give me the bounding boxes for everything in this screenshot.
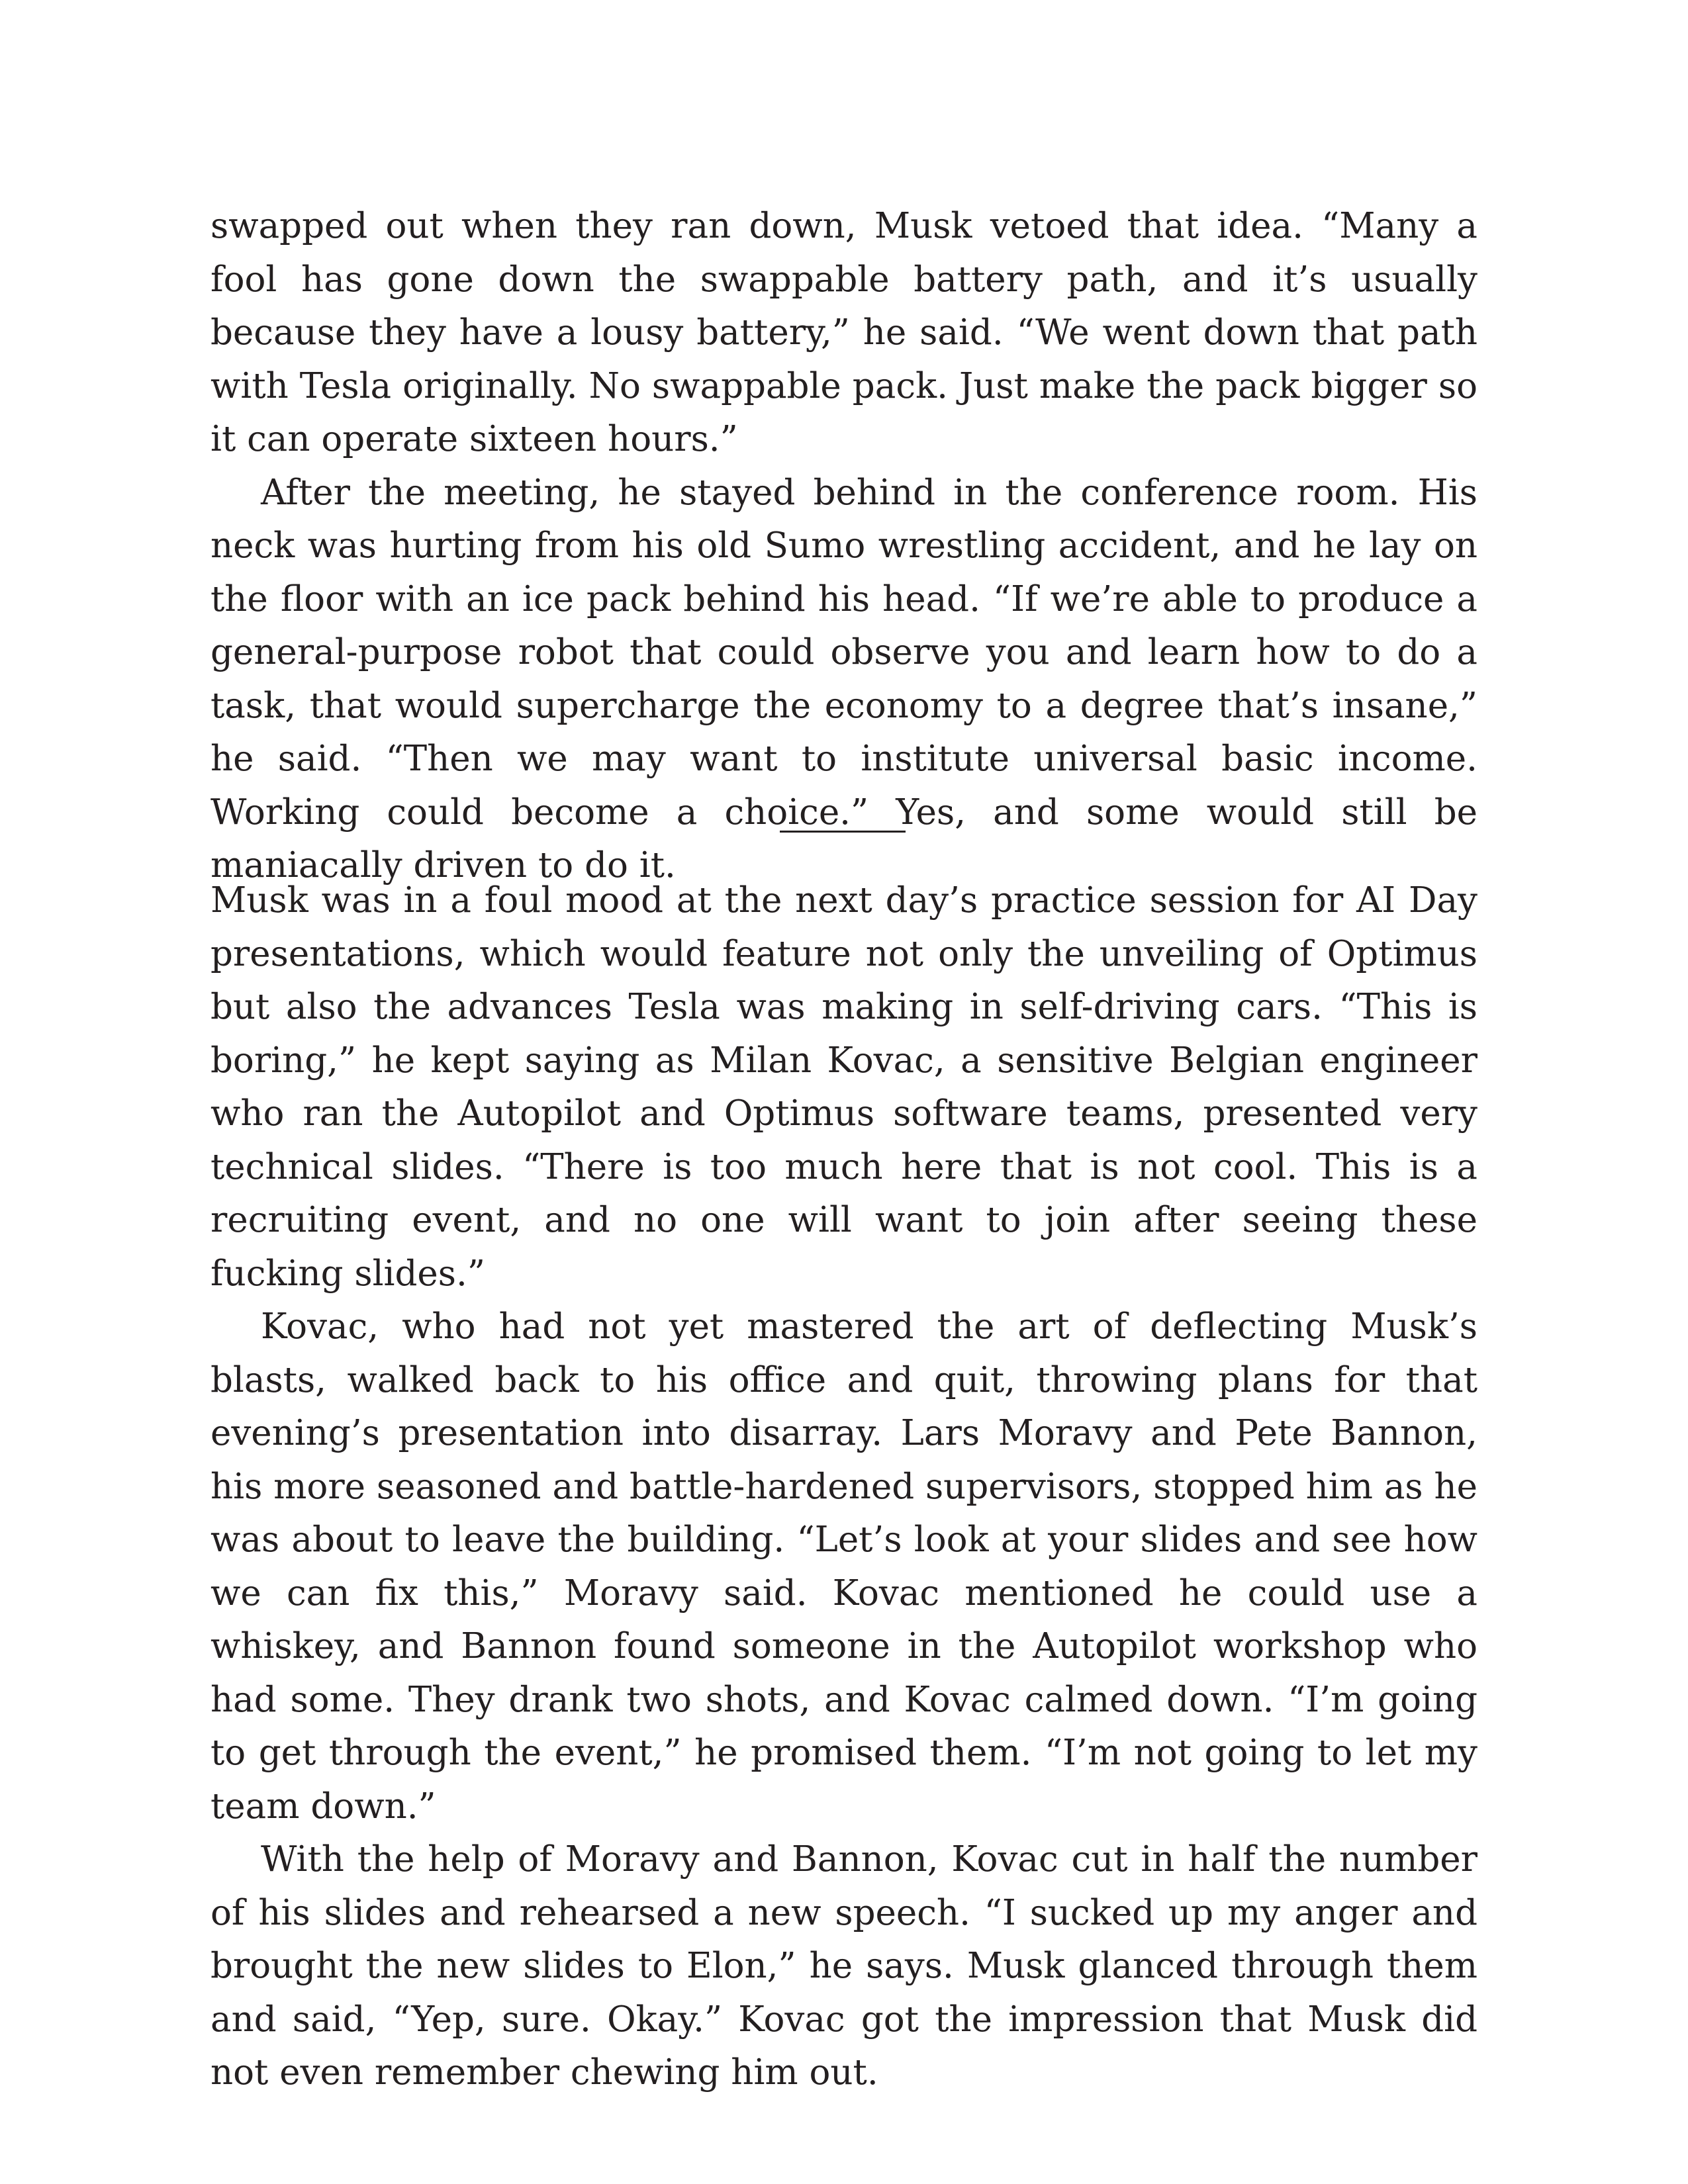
paragraph: Kovac, who had not yet mastered the art of deflecting Musk’s blasts, walked back to his office and quit, throwing plans for that evening’s presentation into disarray. Lars Moravy and Pete Bannon, his more seasoned and battle-hardened supervisors, stopped him as he was about to leave the building. “Let’s look at your slides and see how we can fix this,” Moravy said. Kovac mentioned he could use a whiskey, and Bannon found someone in the Autopilot workshop who had some. They drank two shots, and Kovac calmed down. “I’m going to get through the event,” he promised them. “I’m not going to let my team down.” <box>211 1306 1477 1827</box>
paragraph: With the help of Moravy and Bannon, Kovac cut in half the number of his slides and rehearsed a new speech. “I sucked up my anger and brought the new slides to Elon,” he says. Musk glanced through them and said, “Yep, sure. Okay.” Kovac got the impression that Musk did not even remember chewing him out. <box>211 1839 1477 2093</box>
section-2-text <box>211 874 1477 2100</box>
paragraph: swapped out when they ran down, Musk vetoed that idea. “Many a fool has gone down the swappable battery path, and it’s usually because they have a lousy battery,” he said. “We went down that path with Tesla originally. No swappable pack. Just make the pack bigger so it can operate sixteen hours.” <box>211 206 1477 459</box>
paragraph: After the meeting, he stayed behind in the conference room. His neck was hurting from his old Sumo wrestling accident, and he lay on the floor with an ice pack behind his head. “If we’re able to produce a general-purpose robot that could observe you and learn how to do a task, that would supercharge the economy to a degree that’s insane,” he said. “Then we may want to institute universal basic income. Working could become a choice.” Yes, and some would still be maniacally driven to do it. <box>211 472 1477 886</box>
section-1-text <box>211 200 1477 893</box>
paragraph: Musk was in a foul mood at the next day’s practice session for AI Day presentations, which would feature not only the unveiling of Optimus but also the advances Tesla was making in self-driving cars. “This is boring,” he kept saying as Milan Kovac, a sensitive Belgian engineer who ran the Autopilot and Optimus software teams, presented very technical slides. “There is too much here that is not cool. This is a recruiting event, and no one will want to join after seeing these fucking slides.” <box>211 880 1477 1294</box>
section-break-divider <box>780 831 906 833</box>
